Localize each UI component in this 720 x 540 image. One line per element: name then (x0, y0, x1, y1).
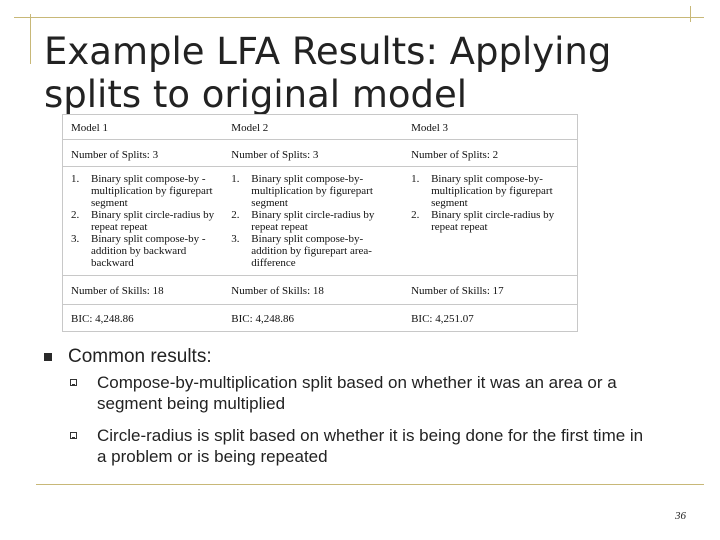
model-3-header: Model 3 (411, 122, 449, 134)
model-2-header: Model 2 (231, 122, 269, 134)
bullet-common-results (44, 346, 212, 368)
decorative-bottom-rule (36, 484, 704, 485)
model-1-splits-cell (63, 167, 224, 276)
model-2-num-skills: Number of Skills: 18 (223, 276, 403, 305)
splits-list-row (63, 167, 578, 276)
hollow-square-bullet-icon (70, 379, 77, 386)
list-item: 3. Binary split compose-by-addition by figurepart area-difference (231, 233, 372, 269)
sub-bullet-1-text: Compose-by-multiplication split based on whether it was an area or a segment being multiplied (97, 373, 617, 413)
sub-bullet-2-text: Circle-radius is split based on whether it is being done for the first time in a problem or is being repeated (97, 426, 644, 466)
decorative-top-rule (14, 17, 704, 18)
model-1-bic: BIC: 4,248.86 (63, 305, 224, 332)
decorative-top-tick (690, 6, 691, 22)
page-number: 36 (675, 510, 686, 522)
model-1-num-skills: Number of Skills: 18 (63, 276, 224, 305)
list-item: 2. Binary split circle-radius by repeat repeat (231, 209, 375, 233)
list-item: 1. Binary split compose-by-multiplication by figurepart segment (411, 173, 553, 209)
model-1-header: Model 1 (71, 122, 108, 134)
model-2-splits-list (231, 173, 395, 269)
bic-row (63, 305, 578, 332)
model-3-splits-cell (403, 167, 577, 276)
results-table (62, 114, 578, 332)
list-item: 3. Binary split compose-by -addition by backward backward (71, 233, 206, 269)
model-3-bic: BIC: 4,251.07 (403, 305, 577, 332)
list-item: 1. Binary split compose-by-multiplication by figurepart segment (231, 173, 373, 209)
model-1-splits-list (71, 173, 215, 269)
model-2-bic: BIC: 4,248.86 (223, 305, 403, 332)
num-splits-row (63, 140, 578, 167)
list-item: 2. Binary split circle-radius by repeat repeat (71, 209, 215, 233)
model-1-num-splits: Number of Splits: 3 (63, 140, 224, 167)
square-bullet-icon (44, 353, 52, 361)
list-item: 1. Binary split compose-by -multiplication by figurepart segment (71, 173, 213, 209)
table-header-row (63, 115, 578, 140)
sub-bullet-1 (70, 372, 650, 414)
num-skills-row (63, 276, 578, 305)
model-3-splits-list (411, 173, 569, 233)
decorative-vertical-rule (30, 14, 31, 64)
hollow-square-bullet-icon (70, 432, 77, 439)
model-2-num-splits: Number of Splits: 3 (223, 140, 403, 167)
model-3-num-skills: Number of Skills: 17 (403, 276, 577, 305)
sub-bullet-2 (70, 425, 650, 467)
list-item: 2. Binary split circle-radius by repeat repeat (411, 209, 555, 233)
model-3-num-splits: Number of Splits: 2 (403, 140, 577, 167)
model-2-splits-cell (223, 167, 403, 276)
slide-title: Example LFA Results: Applying splits to original model (44, 30, 612, 116)
bullet-main-text: Common results: (68, 346, 212, 367)
